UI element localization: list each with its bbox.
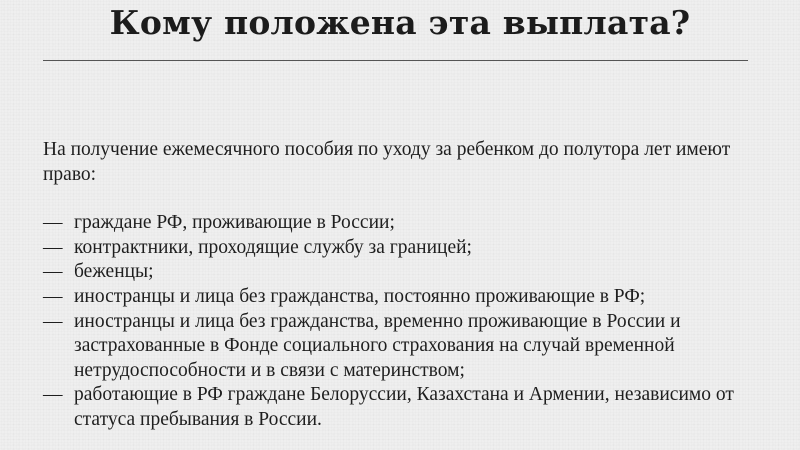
list-dash: — xyxy=(43,310,63,332)
list-item xyxy=(43,211,755,236)
list-dash: — xyxy=(43,285,63,307)
list-item-text: иностранцы и лица без гражданства, временно проживающие в России и застрахованные в Фонде социального страхования на случай временной нетрудоспособности и в связи с материнством; xyxy=(74,310,681,381)
title-divider xyxy=(43,60,748,61)
list-dash: — xyxy=(43,384,63,406)
document-body xyxy=(43,138,755,433)
list-item-text: граждане РФ, проживающие в России; xyxy=(74,212,395,234)
list-item-text: работающие в РФ граждане Белоруссии, Казахстана и Армении, независимо от статуса пребывания в России. xyxy=(74,384,734,430)
list-dash: — xyxy=(43,261,63,283)
list-item xyxy=(43,260,755,285)
list-item xyxy=(43,285,755,310)
eligibility-list xyxy=(43,211,755,432)
list-item-text: беженцы; xyxy=(74,261,154,283)
list-item xyxy=(43,236,755,261)
page-title: Кому положена эта выплата? xyxy=(109,3,691,42)
list-item xyxy=(43,310,755,384)
list-item xyxy=(43,383,755,432)
list-dash: — xyxy=(43,212,63,234)
intro-paragraph: На получение ежемесячного пособия по уходу за ребенком до полутора лет имеют право: xyxy=(43,139,731,185)
list-dash: — xyxy=(43,236,63,258)
list-item-text: контрактники, проходящие службу за границей; xyxy=(74,236,472,258)
list-item-text: иностранцы и лица без гражданства, постоянно проживающие в РФ; xyxy=(74,285,646,307)
